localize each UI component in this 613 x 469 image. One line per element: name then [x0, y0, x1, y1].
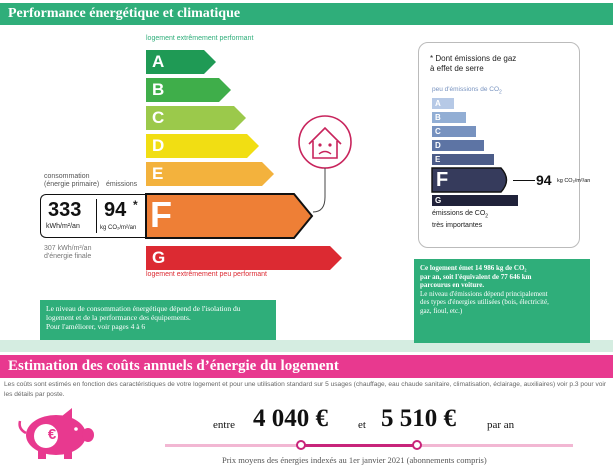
energy-letter-f: F — [150, 194, 172, 235]
ges-connector — [513, 180, 535, 181]
piggy-euro-symbol: € — [47, 426, 57, 443]
consumption-value: 333 — [48, 199, 82, 221]
emissions-asterisk: * — [133, 198, 138, 212]
ges-top-label: peu d'émissions de $CO_2$ — [432, 86, 502, 96]
emissions-unit: kg CO₂/m²/an — [100, 225, 137, 231]
energy-letter-e: E — [152, 164, 164, 183]
energy-letter-d: D — [152, 136, 165, 155]
ges-bar-b: B — [432, 112, 466, 123]
energy-letter-g: G — [152, 248, 166, 267]
energy-letter-c: C — [152, 108, 165, 127]
ges-letter-f: F — [436, 169, 449, 191]
word-per-year: par an — [487, 419, 515, 431]
insulation-note: Le niveau de consommation énergétique dépend de l'isolation du logement et de la performance des équipements. Pour l'améliorer, voir pages 4 à 6 — [40, 300, 276, 340]
ges-bar-g: G — [432, 195, 518, 206]
cost-range-fill — [300, 444, 418, 447]
ges-bar-a: A — [432, 98, 454, 109]
costs-description: Les coûts sont estimés en fonction des caractéristiques de votre logement et pour une utilisation standard sur 5 usages (chauffage, eau chaude sanitaire, climatisation, éclairage, auxiliaires) voir p.3 pour voir les détails par poste. — [4, 381, 607, 398]
cost-range-max-marker — [412, 440, 422, 450]
emissions-label: émissions — [106, 181, 138, 188]
consumption-label: consommation (énergie primaire) — [44, 173, 100, 188]
word-and: et — [358, 419, 366, 431]
ges-value: 94 — [536, 172, 552, 188]
performance-header: Performance énergétique et climatique — [0, 3, 613, 25]
min-cost-amount: 4 040 € — [253, 405, 328, 432]
cost-range-min-marker — [296, 440, 306, 450]
energy-letter-a: A — [152, 52, 165, 71]
bottom-performance-label: logement extrêmement peu performant — [146, 271, 268, 278]
emissions-value: 94 — [104, 199, 127, 221]
word-between: entre — [213, 419, 235, 431]
consumption-unit: kWh/m²/an — [46, 223, 80, 230]
costs-header: Estimation des coûts annuels d’énergie du logement — [0, 355, 613, 378]
ges-bar-e: E — [432, 154, 494, 165]
top-performance-label: logement extrêmement performant — [146, 35, 254, 42]
consumption-divider — [96, 199, 97, 233]
max-cost-amount: 5 510 € — [381, 405, 456, 432]
house-icon — [295, 112, 355, 222]
ges-bar-d: D — [432, 140, 484, 151]
ges-title: * Dont émissions de gaz à effet de serre — [430, 54, 517, 73]
price-note: Prix moyens des énergies indexés au 1er janvier 2021 (abonnements compris) — [222, 455, 487, 465]
ges-bottom-label: émissions de $CO_2$ très importantes — [432, 210, 489, 230]
ges-note: Ce logement émet 14 986 kg de CO₂ par an, soit l'équivalent de 77 646 km parcourus en voiture. Le niveau d'émissions dépend principalement des types d'énergies utilisées (bois, électricité, gaz, fioul, etc.) — [414, 259, 590, 343]
energy-letter-b: B — [152, 80, 165, 99]
ges-unit: kg CO₂/m²/an — [557, 178, 591, 184]
final-energy-label: 307 kWh/m²/an d'énergie finale — [44, 245, 92, 260]
ges-bar-c: C — [432, 126, 476, 137]
